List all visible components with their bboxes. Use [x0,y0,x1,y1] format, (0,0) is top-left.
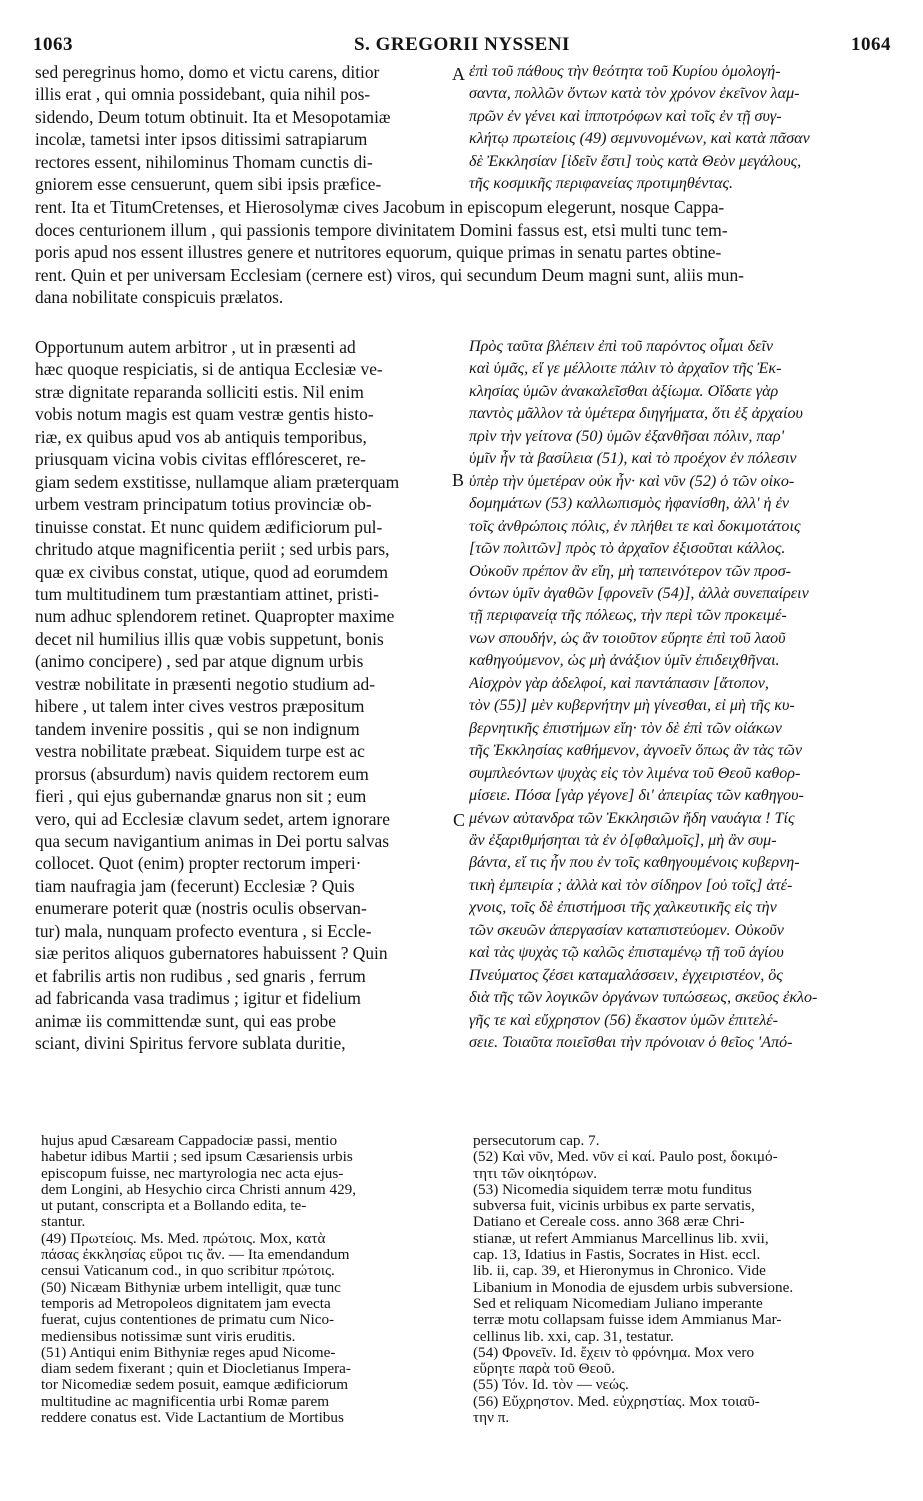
latin-text-line: chritudo atque magnificentia periit ; sed urbis pars, [35,539,390,560]
footnote-line: stianæ, ut refert Ammianus Marcellinus lib. xvii, [473,1230,769,1247]
footnote-line: (51) Antiqui enim Bithyniæ reges apud Nicome- [41,1344,336,1361]
latin-text-line: poris apud nos essent illustres genere et nutritores equorum, quique primas in senatu partes obtine- [35,242,722,262]
greek-text-line: ἐπὶ τοῦ πάθους τὴν θεότητα τοῦ Κυρίου ὁμολογή- [469,63,781,80]
left-page-number: 1063 [33,34,73,55]
greek-text-line: μίσειε. Πόσα [γὰρ γέγονε] δι' ἀπειρίας τῶν καθηγου- [469,787,804,805]
footnote-line: cap. 13, Idatius in Fastis, Socrates in Hist. eccl. [473,1247,761,1264]
footnote-line: εὕρητε παρὰ τοῦ Θεοῦ. [473,1361,615,1378]
latin-text-line: animæ iis committendæ sunt, qui eas probe [35,1010,336,1031]
latin-text-line: tur) mala, nunquam profecto eventura , si Eccle- [35,920,372,941]
latin-text-line: hibere , ut talem inter cives vestros præpositum [35,696,365,717]
greek-column-block-1 [469,61,889,196]
footnote-line: censui Vaticanum cod., in quo scribitur πρώτοις. [41,1263,335,1280]
footnote-line: cellinus lib. xxi, cap. 31, testatur. [473,1328,674,1345]
footnote-line: dem Longini, ab Hesychio circa Christi annum 429, [41,1181,357,1198]
greek-text-line: Πρὸς ταῦτα βλέπειν ἐπὶ τοῦ παρόντος οἶμαι δεῖν [469,338,774,355]
running-head [33,34,891,56]
latin-text-line: hæc quoque respiciatis, si de antiqua Ecclesiæ ve- [35,359,383,380]
footnotes-right-column [473,1133,888,1426]
latin-text-line: tum multitudinem tum præstantiam attinet, pristi- [35,583,379,604]
footnote-line: terræ motu collapsam fuisse idem Ammianus Mar- [473,1312,782,1329]
greek-text-line: τικὴ ἐμπειρία ; ἀλλὰ καὶ τὸν σίδηρον [οὐ τοῖς] ἀτέ- [469,876,793,894]
latin-column-block-2 [35,336,453,1055]
greek-text-line: τῆς Ἐκκλησίας καθήμενον, ἀγνοεῖν ὅπως ἂν τὰς τῶν [469,742,803,760]
footnote-line: (50) Nicæam Bithyniæ urbem intelligit, quæ tunc [41,1279,341,1296]
footnote-line: Sed et reliquam Nicomediam Juliano imperante [473,1295,763,1312]
greek-text-line: συμπλεόντων ψυχὰς εἰς τὸν λιμένα τοῦ Θεοῦ καθορ- [469,764,801,782]
footnote-line: tor Nicomediæ sedem posuit, eamque ædificiorum [41,1377,349,1394]
footnote-line: subversa fuit, vicinis urbibus ex parte servatis, [473,1198,755,1215]
greek-text-line: Οὐκοῦν πρέπον ἂν εἴη, μὴ ταπεινότερον τῶν προσ- [469,562,792,580]
latin-text-line: sidendo, Deum totum obtinuit. Ita et Mesopotamiæ [35,106,391,127]
latin-text-line: vobis notum magis est quam vestræ gentis histo- [35,404,374,425]
latin-text-line: (animo concipere) , sed par atque dignum urbis [35,651,364,672]
greek-text-line: νων σπουδήν, ὡς ἂν τοιοῦτον εὕρητε ἐπὶ τοῦ λαοῦ [469,629,786,647]
running-title: S. GREGORII NYSSENI [354,34,570,55]
footnote-line: diam sedem fixerant ; quin et Diocletianus Impera- [41,1361,351,1378]
latin-text-line: ad fabricanda vasa tradimus ; igitur et fidelium [35,988,361,1009]
footnote-line: reddere conatus est. Vide Lactantium de Mortibus [41,1410,344,1427]
latin-text-line: stræ dignitate reparanda solliciti estis. Nil enim [35,381,364,402]
footnote-line: temporis ad Metropoleos dignitatem jam evecta [41,1295,331,1312]
latin-text-line: rent. Ita et TitumCretenses, et Hierosolymæ cives Jacobum in episcopum elegerunt, nosque Cappa- [35,197,725,217]
latin-text-line: vero, qui ad Ecclesiæ clavum sedet, artem ignorare [35,808,390,829]
footnote-line: lib. ii, cap. 39, et Hieronymus in Chronico. Vide [473,1263,766,1280]
greek-text-line: ἂν ἐξαριθμήσηται τὰ ἐν ὀ[φθαλμοῖς], μὴ ἂν συμ- [469,831,777,849]
latin-text-line: enumerare poterit quæ (nostris oculis observan- [35,898,367,919]
footnote-line: fuerat, cujus contentiones de primatu cum Nico- [41,1312,335,1329]
latin-text-line: incolæ, tametsi inter ipsos ditissimi satrapiarum [35,129,368,150]
footnote-line: multitudine ac magnificentia urbi Romæ parem [41,1393,330,1410]
latin-text-line: fieri , qui ejus gubernandæ gnarus non sit ; eum [35,786,367,807]
latin-text-line: collocet. Quot (enim) propter rectorum imperi· [35,853,362,874]
greek-text-line: [τῶν πολιτῶν] πρὸς τὸ ἀρχαῖον ἐξισοῦται κάλλος. [469,540,786,558]
footnote-line: Libanium in Monodia de ejusdem urbis subversione. [473,1279,794,1296]
footnote-line: πάσας ἐκκλησίας εὕροι τις ἄν. — Ita emendandum [41,1247,350,1264]
latin-text-line: giam sedem exstitisse, nullamque aliam præterquam [35,471,400,492]
greek-column-block-2 [469,336,889,1055]
latin-text-line: sed peregrinus homo, domo et victu carens, ditior [35,62,380,82]
greek-text-line: κλήτῳ πρωτείοις (49) σεμνυνομένων, καὶ κατὰ πᾶσαν [469,130,810,148]
greek-text-line: βερνητικῆς ἐπιστήμων εἴη· τὸν δὲ ἐπὶ τῶν οἰάκων [469,719,782,737]
margin-marker-a: A [452,64,465,84]
latin-text-line: vestra nobilitate præbeat. Siquidem turpe est ac [35,741,365,762]
greek-text-line: τῇ περιφανείᾳ τῆς πόλεως, τὴν περὶ τῶν προκειμέ- [469,607,787,625]
greek-text-line: πρῶν ἐν γένει καὶ ἱπποτρόφων καὶ τοῖς ἐν τῇ συγ- [469,107,782,125]
latin-text-line: sciant, divini Spiritus fervore sublata duritie, [35,1033,346,1054]
latin-text-line: tinuisse constat. Et nunc quidem ædificiorum pul- [35,516,383,537]
greek-text-line: χνοις, τοῖς δὲ ἐπιστήμοσι τῆς χαλκευτικῆς εἰς τὴν [469,899,777,917]
latin-text-line: siæ peritos aliquos gubernatores habuissent ? Quin [35,943,388,964]
latin-text-line: tandem invenire possitis , qui se non indignum [35,718,360,739]
latin-text-line: gniorem esse censuerunt, quem sibi ipsis præfice- [35,174,382,195]
footnote-line: stantur. [41,1214,86,1231]
greek-text-line: κλησίας ὑμῶν ἀνακαλεῖσθαι ἀξίωμα. Οἴδατε γὰρ [469,382,779,400]
greek-text-line: ὑμῖν ἦν τὰ βασίλεια (51), καὶ τὸ προέχον ἐν πόλεσιν [469,450,797,468]
greek-text-line: τῶν σκευῶν ἀπεργασίαν καταπιστεύομεν. Οὐκοῦν [469,921,784,939]
footnote-line: (54) Φρονεῖν. Id. ἔχειν τὸ φρόνημα. Mox vero [473,1344,755,1361]
greek-text-line: μένων αὐτανδρα τῶν Ἐκκλησιῶν ἤδη ναυάγια ! Τίς [469,809,795,827]
greek-text-line: καὶ τὰς ψυχὰς τῷ καλῶς ἐπισταμένῳ τῇ τοῦ ἁγίου [469,944,784,962]
latin-text-line: urbem vestram principatum totius provinciæ ob- [35,494,372,515]
latin-text-line: tiam naufragia jam (fecerunt) Ecclesiæ ? Quis [35,875,355,896]
latin-text-line: dana nobilitate conspicuis prælatos. [35,287,284,307]
greek-text-line: Αἰσχρὸν γὰρ ἀδελφοί, καὶ παντάπασιν [ἄτοπον, [469,674,769,692]
greek-text-line: σαντα, πολλῶν ὄντων κατὰ τὸν χρόνον ἐκεῖνον λαμ- [469,85,800,103]
latin-column-block-1 [35,61,453,196]
greek-text-line: διὰ τῆς τῶν λογικῶν ὀργάνων τυπώσεως, σκεῦος ἐκλο- [469,989,818,1007]
greek-text-line: σειε. Τοιαῦτα ποιεῖσθαι τὴν πρόνοιαν ὁ θεῖος 'Από- [469,1034,793,1052]
latin-text-line: vestræ nobilitate in præsenti negotio studium ad- [35,673,376,694]
footnote-line: (49) Πρωτείοις. Ms. Med. πρώτοις. Mox, κατὰ [41,1230,326,1247]
latin-text-line: quæ ex civibus constat, utique, quod ad eorumdem [35,561,389,582]
footnote-line: (53) Nicomedia siquidem terræ motu funditus [473,1181,752,1198]
footnote-line: hujus apud Cæsaream Cappadociæ passi, mentio [41,1133,338,1149]
latin-text-line: et fabrilis artis non rudibus , sed gnaris , ferrum [35,965,366,986]
latin-text-line: prorsus (absurdum) navis quidem rectorem eum [35,763,369,784]
footnote-line: habetur idibus Martii ; sed ipsum Cæsariensis urbis [41,1149,353,1166]
right-page-number: 1064 [851,34,891,55]
greek-text-line: Πνεύματος ζέσει καταμαλάσσειν, ἐγχειριστέον, ὃς [469,966,783,984]
latin-text-line: qua secum navigantium animas in Dei portu salvas [35,830,390,851]
greek-text-line: τῆς κοσμικῆς περιφανείας προτιμηθέντας. [469,175,734,193]
latin-text-line: doces centurionem illum , qui passionis tempore divinitatem Domini fassus est, etsi multi tunc tem- [35,219,728,240]
footnote-line: (55) Τόν. Id. τὸν — νεώς. [473,1377,629,1394]
greek-text-line: δὲ Ἐκκλησίαν [ἰδεῖν ἔστι] τοὺς κατὰ Θεὸν μεγάλους, [469,152,802,170]
greek-text-line: βάντα, εἴ τις ἦν που ἐν τοῖς καθηγουμένοις κυβερνη- [469,854,800,872]
footnote-line: episcopum fuisse, nec martyrologia nec acta ejus- [41,1165,344,1182]
full-width-paragraph [35,196,890,309]
margin-marker-c: C [453,810,466,830]
greek-text-line: καθηγούμενον, ὡς μὴ ἀνάξιον ὑμῖν ἐπιδειχθῆναι. [469,652,780,670]
footnote-line: την π. [473,1410,510,1427]
latin-text-line: riæ, ex quibus apud vos ab antiquis temporibus, [35,426,367,447]
greek-text-line: τὸν (55)] μὲν κυβερνήτην μὴ γίνεσθαι, εἰ μὴ τῆς κυ- [469,697,795,715]
greek-text-line: καὶ ὑμᾶς, εἴ γε μέλλοιτε πάλιν τὸ ἀρχαῖον τῆς Ἐκ- [469,360,782,378]
margin-marker-b: B [452,470,465,490]
latin-text-line: rectores essent, nihilominus Thomam cunctis di- [35,151,373,172]
greek-text-line: ὑπὲρ τὴν ὑμετέραν οὐκ ἦν· καὶ νῦν (52) ὁ τῶν οἰκο- [469,472,795,490]
footnote-line: Datiano et Cereale coss. anno 368 æræ Chri- [473,1214,745,1231]
greek-text-line: γῆς τε καὶ εὔχρηστον (56) ἕκαστον ὑμῶν ἐπιτελέ- [469,1011,779,1029]
greek-text-line: πρὶν τὴν γείτονα (50) ὑμῶν ἐξανθῆσαι πόλιν, παρ' [469,427,785,445]
latin-text-line: num adhuc splendorem retinet. Quapropter maxime [35,606,395,627]
latin-text-line: priusquam vicina vobis civitas efflóresceret, re- [35,449,366,470]
greek-text-line: δομημάτων (53) καλλωπισμὸς ἠφανίσθη, ἀλλ' ἡ ἐν [469,495,790,513]
latin-text-line: decet nil humilius illis quæ vobis suppetunt, bonis [35,628,384,649]
latin-text-line: Opportunum autem arbitror , ut in præsenti ad [35,337,356,357]
footnotes-left-column [41,1133,451,1426]
latin-text-line: illis erat , qui omnia possidebant, quia nihil pos- [35,84,371,105]
footnote-line: τητι τῶν οἰκητόρων. [473,1165,598,1182]
greek-text-line: παντὸς μᾶλλον τὰ ὑμέτερα διηγήματα, ὅτι ἐξ ἀρχαίου [469,405,803,423]
footnote-line: (56) Εὔχρηστον. Med. εὐχρηστίας. Mox τοιαῦ- [473,1393,760,1410]
footnote-line: (52) Καὶ νῦν, Med. νῦν εἰ καί. Paulo post, δοκιμό- [473,1149,778,1166]
greek-text-line: τοῖς ἀνθρώποις πόλις, ἐν πλήθει τε καὶ δοκιμοτάτοις [469,517,801,535]
footnote-line: persecutorum cap. 7. [473,1133,600,1149]
footnote-line: mediensibus notissimæ sunt viris eruditis. [41,1328,296,1345]
footnote-line: ut putant, conscripta et a Bollando edita, te- [41,1198,307,1215]
latin-text-line: rent. Quin et per universam Ecclesiam (cernere est) viros, qui secundum Deum magni sunt, aliis mun- [35,264,744,285]
greek-text-line: όντων ὑμῖν ἀγαθῶν [φρονεῖν (54)], ἀλλὰ συνεπαίρειν [469,584,809,602]
